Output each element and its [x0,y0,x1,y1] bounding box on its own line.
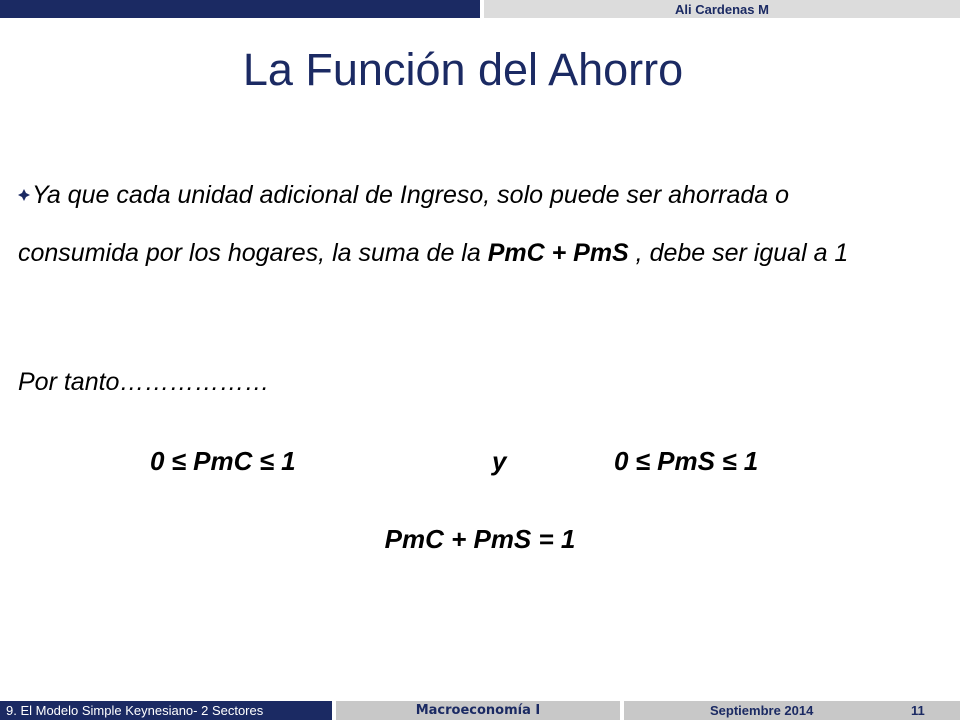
body-paragraph [18,166,898,282]
footer-course: Macroeconomía I [336,701,620,720]
paragraph-text-2: , debe ser igual a 1 [628,239,849,267]
formula-pmc: 0 ≤ PmC ≤ 1 [150,446,296,476]
header-bar-light [484,0,960,18]
formula-sum: PmC + PmS = 1 [384,524,576,554]
header-bar-dark [0,0,480,18]
paragraph-text-1: Ya que cada unidad adicional de Ingreso, solo puede ser ahorrada o consumida por los hogares, la suma de la [18,181,790,267]
formula-pms: 0 ≤ PmS ≤ 1 [614,446,759,476]
por-tanto-text: Por tanto……………… [18,368,270,396]
formula-connector: y [492,446,507,476]
page-number: 11 [911,703,925,718]
author-label: Ali Cardenas M [675,1,769,17]
footer-info [624,701,960,720]
footer-chapter: 9. El Modelo Simple Keynesiano- 2 Sectores [0,701,332,720]
diamond-bullet-icon [18,189,30,201]
footer-date: Septiembre 2014 [710,703,814,718]
slide-title: La Función del Ahorro [242,44,684,95]
paragraph-bold: PmC + PmS [487,239,629,267]
